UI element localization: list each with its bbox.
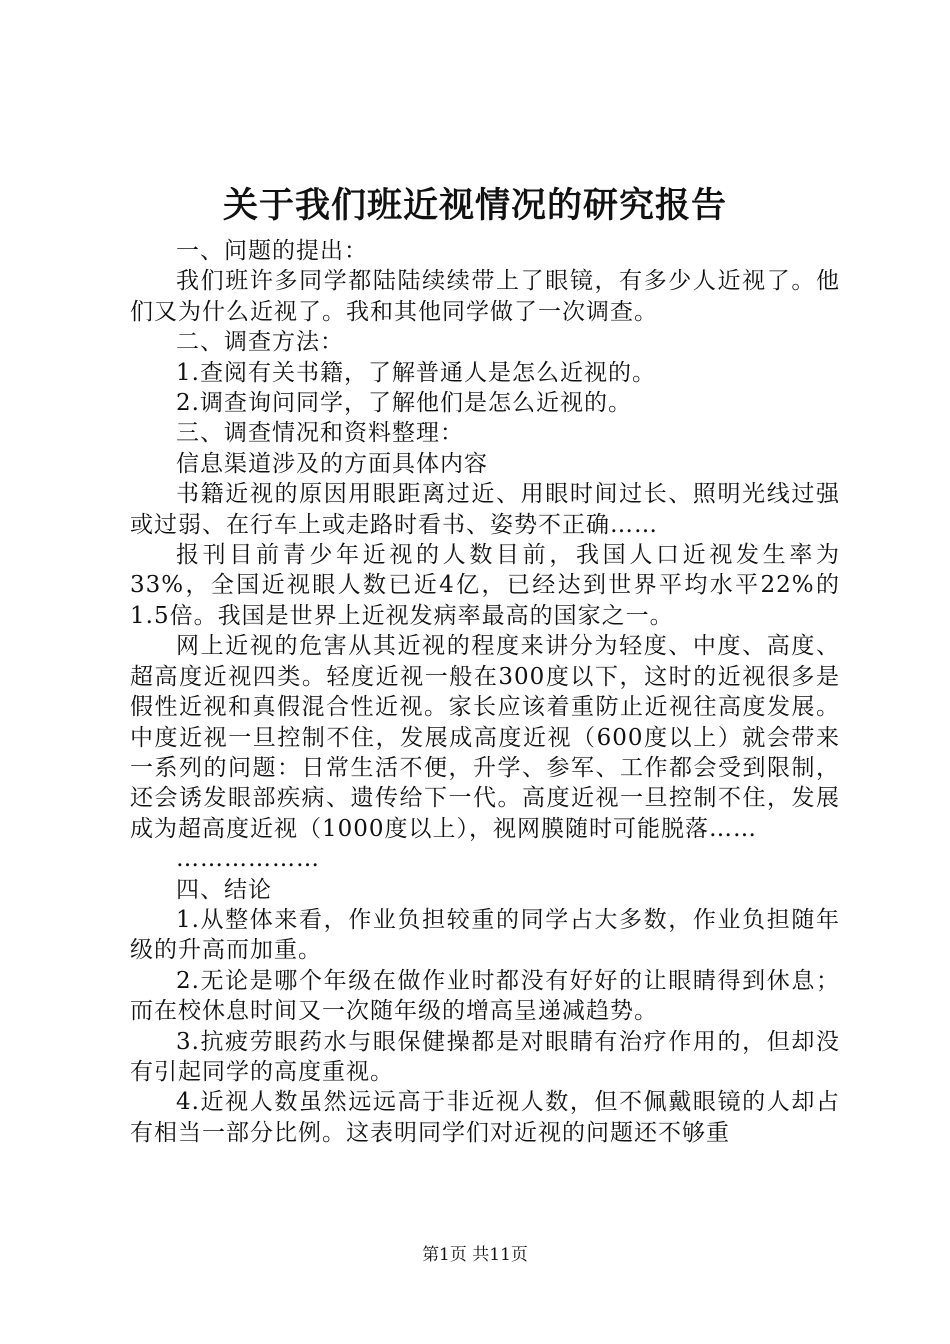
page-number: 第1页 共11页 — [422, 1245, 528, 1265]
conclusion-item-3: 3.抗疲劳眼药水与眼保健操都是对眼睛有治疗作用的，但却没有引起同学的高度重视。 — [130, 1028, 840, 1085]
info-books: 书籍近视的原因用眼距离过近、用眼时间过长、照明光线过强或过弱、在行车上或走路时看书、姿势不正确…… — [130, 481, 840, 538]
conclusion-item-4: 4.近视人数虽然远远高于非近视人数，但不佩戴眼镜的人却占有相当一部分比例。这表明同学们对近视的问题还不够重 — [130, 1089, 840, 1146]
info-internet: 网上近视的危害从其近视的程度来讲分为轻度、中度、高度、超高度近视四类。轻度近视一般在300度以下，这时的近视很多是假性近视和真假混合性近视。家长应该着重防止近视往高度发展。中度近视一旦控制不住，发展成高度近视（600度以上）就会带来一系列的问题：日常生活不便，升学、参军、工作都会受到限制，还会诱发眼部疾病、遗传给下一代。高度近视一旦控制不住，发展成为超高度近视（1000度以上），视网膜随时可能脱落…… — [130, 633, 840, 842]
section-heading-2: 二、调查方法： — [176, 329, 344, 356]
section-heading-1: 一、问题的提出： — [176, 238, 368, 264]
method-item-1: 1.查阅有关书籍，了解普通人是怎么近视的。 — [176, 359, 656, 386]
document-body — [130, 236, 840, 1148]
paragraph-intro: 我们班许多同学都陆陆续续带上了眼镜，有多少人近视了。他们又为什么近视了。我和其他同学做了一次调查。 — [130, 268, 840, 325]
section-heading-4: 四、结论 — [176, 876, 272, 903]
info-newspapers: 报刊目前青少年近视的人数目前，我国人口近视发生率为33%，全国近视眼人数已近4亿，已经达到世界平均水平22%的1.5倍。我国是世界上近视发病率最高的国家之一。 — [130, 542, 840, 629]
method-item-2: 2.调查询问同学，了解他们是怎么近视的。 — [176, 390, 632, 417]
conclusion-item-2: 2.无论是哪个年级在做作业时都没有好好的让眼睛得到休息；而在校休息时间又一次随年级的增高呈递减趋势。 — [130, 967, 840, 1025]
conclusion-item-1: 1.从整体来看，作业负担较重的同学占大多数，作业负担随年级的升高而加重。 — [130, 906, 840, 964]
document-title: 关于我们班近视情况的研究报告 — [222, 185, 727, 226]
section-heading-3: 三、调查情况和资料整理： — [176, 420, 464, 447]
info-table-header: 信息渠道涉及的方面具体内容 — [176, 450, 488, 477]
ellipsis-line: ……………… — [176, 846, 320, 873]
